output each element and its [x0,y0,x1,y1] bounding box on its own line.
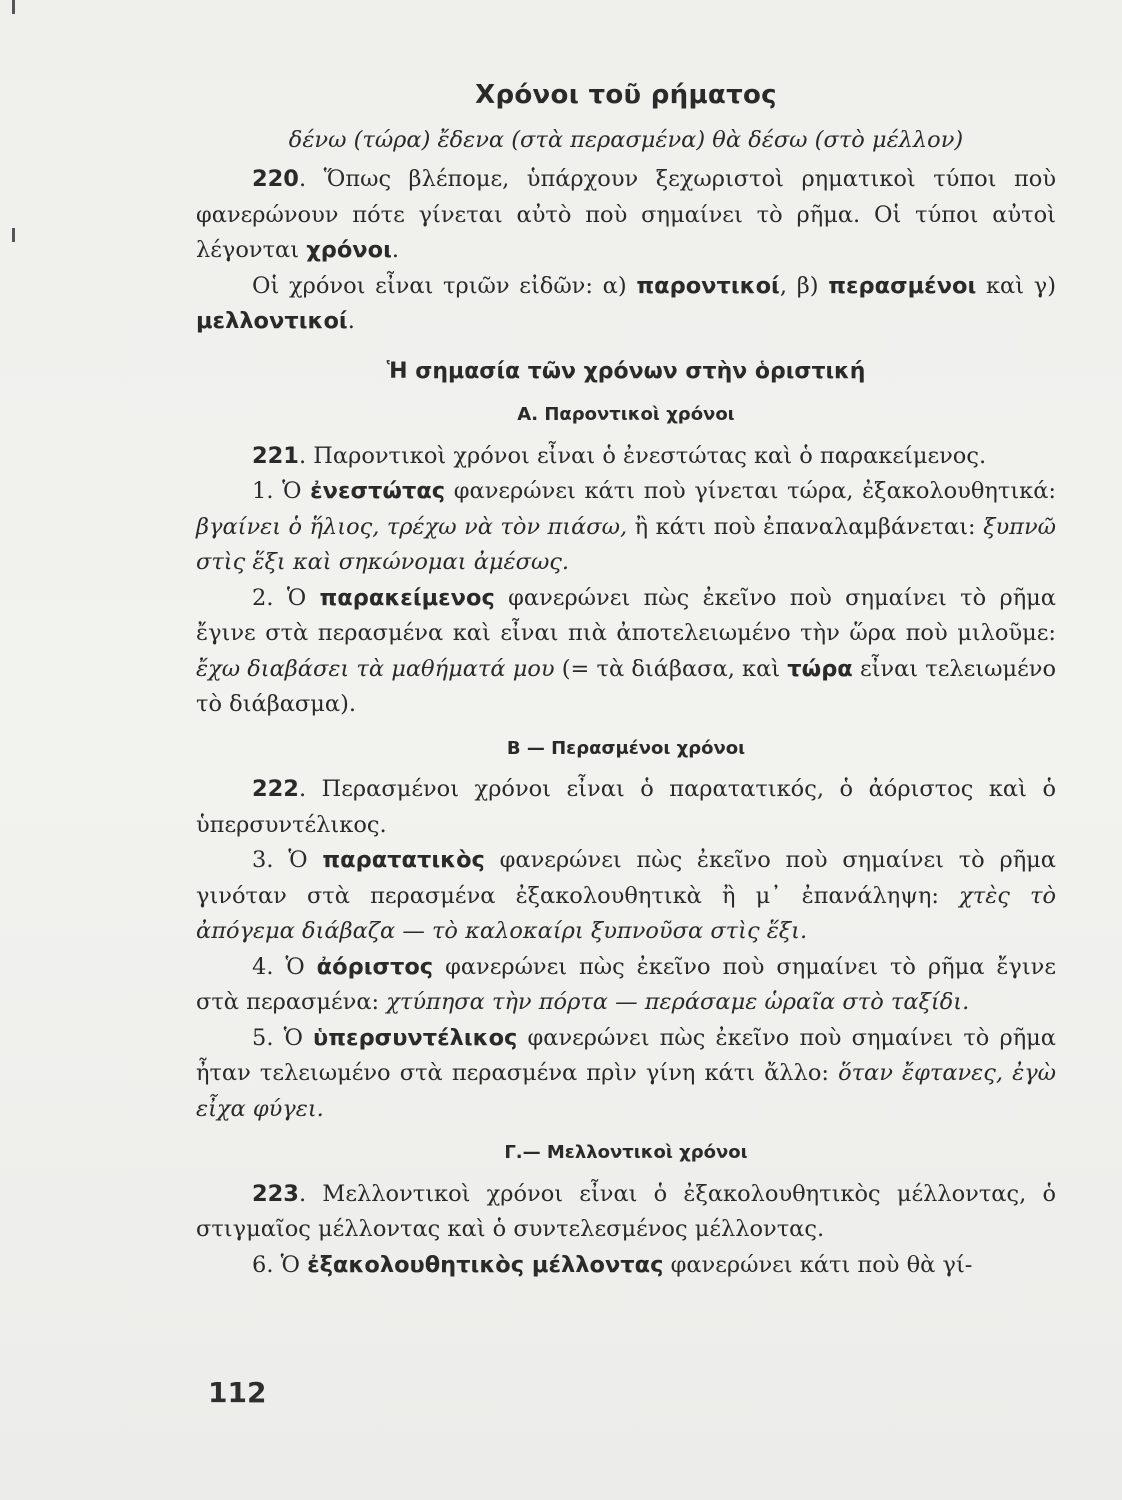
bold-term: ἀόριστος [316,953,434,980]
paragraph-text: εἶναι τελειωμένο τὸ διάβασμα). [196,655,1056,717]
edge-mark-middle [12,228,15,242]
example-text: ἔχω διαβάσει τὰ μαθήματά μου [196,655,555,682]
item-lead: 1. Ὁ [252,478,311,504]
paragraph-text: Οἱ χρόνοι εἶναι τριῶν εἰδῶν: α) [252,272,637,299]
paragraph-number: 223 [252,1180,299,1207]
paragraph-text: φανερώνει πὼς ἐκεῖνο ποὺ σημαίνει τὸ ρῆμα ἦταν τελειωμένο στὰ περασμένα πρὶν γίνη κάτι ἄλλο: [196,1024,1056,1086]
paragraph-text: (= τὰ διάβασα, καὶ [554,655,788,682]
paragraph-text: καὶ γ) [976,272,1057,299]
bold-term: τώρα [787,655,853,682]
bold-term: ἐξακολουθητικὸς μέλλοντας [307,1251,664,1278]
list-item-5 [196,1021,1056,1128]
paragraph-text: ἢ κάτι ποὺ ἐπαναλαμβάνεται: [627,513,984,540]
paragraph-text: . [347,308,355,334]
paragraph-text: φανερώνει κάτι ποὺ θὰ γί- [663,1251,973,1278]
paragraph-221 [196,439,1056,475]
paragraph-text: . Παροντικοὶ χρόνοι εἶναι ὁ ἐνεστώτας καὶ ὁ παρακείμενος. [298,442,987,469]
bold-term: μελλοντικοί [196,308,348,334]
list-item-4 [196,950,1056,1021]
paragraph-text: φανερώνει πὼς ἐκεῖνο ποὺ σημαίνει τὸ ρῆμα ἔγινε στὰ περασμένα καὶ εἶναι πιὰ ἀποτελειωμένο τὴν ὥρα ποὺ μιλοῦμε: [196,584,1056,646]
page-content [196,78,1056,1283]
paragraph-223 [196,1177,1056,1248]
paragraph-text: , β) [779,272,829,299]
section-heading-b: Β — Περασμένοι χρόνοι [506,737,746,759]
section-heading-a: Α. Παροντικοὶ χρόνοι [517,404,735,425]
paragraph-222 [196,772,1056,843]
item-lead: 2. Ὁ [252,584,320,611]
item-lead: 3. Ὁ [252,847,323,873]
bold-term: χρόνοι [306,237,392,263]
example-text: ξυπνῶ στὶς ἕξι καὶ σηκώνομαι ἀμέσως. [196,513,1056,575]
paragraph-text: . Μελλοντικοὶ χρόνοι εἶναι ὁ ἐξακολουθητικὸς μέλλοντας, ὁ στιγμαῖος μέλλοντας καὶ ὁ συντελεσμένος μέλλοντας. [196,1180,1056,1242]
paragraph-text: φανερώνει κάτι ποὺ γίνεται τώρα, ἐξακολουθητικά: [445,478,1056,504]
bold-term: ἐνεστώτας [310,478,446,504]
paragraph-number: 222 [252,776,299,802]
list-item-6 [196,1248,1056,1284]
paragraph-number: 220 [252,166,299,192]
section-subtitle: Ἡ σημασία τῶν χρόνων στὴν ὁριστική [386,358,866,384]
item-lead: 5. Ὁ [252,1024,314,1051]
paragraph-text: . [391,237,400,263]
paragraph-number: 221 [252,442,299,469]
paragraph-text: φανερώνει πὼς ἐκεῖνο ποὺ σημαίνει τὸ ρῆμα γινόταν στὰ περασμένα ἐξακολουθητικὰ ἢ μ᾿ ἐπανάληψη: [196,847,1056,909]
paragraph-text: . Ὅπως βλέπομε, ὑπάρχουν ξεχωριστοὶ ρηματικοὶ τύποι ποὺ φανερώνουν πότε γίνεται αὐτὸ ποὺ σημαίνει τὸ ρῆμα. Οἱ τύποι αὐτοὶ λέγονται [196,166,1056,263]
tenses-example: δένω (τώρα) ἔδενα (στὰ περασμένα) θὰ δέσω (στὸ μέλλον) [288,126,964,153]
bold-term: παρακείμενος [319,584,495,611]
paragraph-tense-kinds [196,269,1056,340]
paragraph-text: . Περασμένοι χρόνοι εἶναι ὁ παρατατικός, ὁ ἀόριστος καὶ ὁ ὑπερσυντέλικος. [196,776,1056,838]
page-number: 112 [208,1376,267,1409]
section-heading-c: Γ.— Μελλοντικοὶ χρόνοι [504,1142,748,1163]
list-item-1 [196,474,1056,581]
bold-term: περασμένοι [828,272,977,299]
item-lead: 6. Ὁ [252,1251,308,1278]
example-text: ὅταν ἔφτανες, ἐγὼ εἶχα φύγει. [196,1060,1056,1122]
list-item-3 [196,843,1056,950]
bold-term: παρατατικὸς [322,847,485,873]
bold-term: παροντικοί [636,272,780,299]
example-text: χτύπησα τὴν πόρτα — περάσαμε ὡραῖα στὸ ταξίδι. [386,989,970,1015]
example-text: χτὲς τὸ ἀπόγεμα διάβαζα — τὸ καλοκαίρι ξυπνοῦσα στὶς ἕξι. [196,882,1056,944]
example-text: βγαίνει ὁ ἥλιος, τρέχω νὰ τὸν πιάσω, [196,513,628,540]
edge-mark-top [12,0,15,14]
paragraph-text: φανερώνει πὼς ἐκεῖνο ποὺ σημαίνει τὸ ρῆμα ἔγινε στὰ περασμένα: [196,953,1057,1015]
paragraph-220 [196,162,1056,269]
page-title: Χρόνοι τοῦ ρήματος [475,80,777,110]
list-item-2 [196,581,1056,723]
bold-term: ὑπερσυντέλικος [313,1024,518,1051]
item-lead: 4. Ὁ [252,953,317,980]
